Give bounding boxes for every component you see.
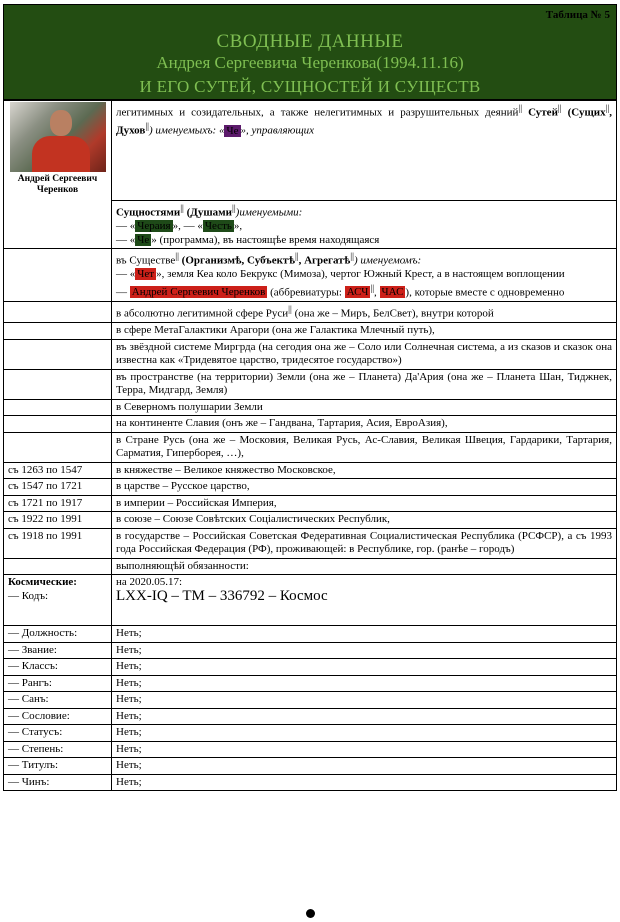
cosmic-item-label: — Санъ: (4, 692, 112, 709)
period-1263: съ 1263 по 1547 (4, 462, 112, 479)
row-union: в союзе – Союзе Совѣтских Соціалистических Республик, (112, 512, 617, 529)
portrait-photo (10, 102, 106, 172)
cosmic-item-row (4, 741, 617, 758)
chip-che: Че (226, 124, 239, 137)
row-star-system: въ звёздной системе Миргрда (на сегодия она же – Соло или Солнечная система, а из сказов и сказок она известна как «Тридевятое царство, тридесятое государство») (112, 339, 617, 369)
row-essences: Сущностями|| (Душами||)именуемыми: — « Чераия », — « Честь », — « Че » (программа), въ настоящѣе время находящаяся (112, 201, 617, 249)
cosmic-item-value: Неть; (112, 642, 617, 659)
cosmic-item-row (4, 725, 617, 742)
period-1547: съ 1547 по 1721 (4, 479, 112, 496)
row-hemisphere: в Северномъ полушарии Земли (112, 399, 617, 416)
cosmic-item-value: Неть; (112, 774, 617, 791)
cosmic-item-label: — Рангъ: (4, 675, 112, 692)
cosmic-item-value: Неть; (112, 692, 617, 709)
cosmic-item-value: Неть; (112, 741, 617, 758)
cosmic-item-label: — Статусъ: (4, 725, 112, 742)
period-1922: съ 1922 по 1991 (4, 512, 112, 529)
cosmic-item-label: — Степень: (4, 741, 112, 758)
cosmic-item-value: Неть; (112, 659, 617, 676)
cosmic-item-row (4, 626, 617, 643)
cosmic-item-value: Неть; (112, 725, 617, 742)
cosmic-item-value: Неть; (112, 708, 617, 725)
cosmic-item-label: — Титулъ: (4, 758, 112, 775)
cosmic-code-value: LXX-IQ – TM – 336792 – Космос (116, 587, 328, 604)
row-rus-sphere: в абсолютно легитимной сфере Руси|| (она же – Миръ, БелСвет), внутри которой (112, 301, 617, 322)
cosmic-item-label: — Должность: (4, 626, 112, 643)
cosmic-item-label: — Классъ: (4, 659, 112, 676)
row-being: въ Существе|| (Организмѣ, Субъектѣ||, Агрегатѣ||) именуемомъ: — « Чет », земля Кеа коло Бекрукс (Мимоза), чертог Южный Крест, а в настоящем воплощении — Андрей Сергеевич Черенков (аббревиатуры: АСЧ ||, ЧАС ), которые вместе с одновременно (112, 249, 617, 302)
cosmic-item-row (4, 642, 617, 659)
row-state: в государстве – Российская Советская Федеративная Социалистическая Республика (РСФСР), а съ 1993 года Российская Федерация (РФ), проживающей: в Республике, гор. (ранѣе – городъ) (112, 528, 617, 558)
row-continent: на континенте Славия (онъ же – Гандвана, Тартария, Асия, ЕвроАзия), (112, 416, 617, 433)
row-deeds: легитимных и созидательных, а также нелегитимных и разрушительных деяний|| Сутей|| (Сущих||, Духов||) именуемыхъ: « Че », управляющих (112, 101, 617, 201)
cosmic-item-row (4, 692, 617, 709)
title-line-3: И ЕГО СУТЕЙ, СУЩНОСТЕЙ И СУЩЕСТВ (139, 77, 481, 96)
cosmic-item-label: — Чинъ: (4, 774, 112, 791)
chip-full-name: Андрей Сергеевич Черенков (131, 286, 266, 299)
row-duties: выполняющѣй обязанности: (112, 558, 617, 575)
page-bullet-icon (306, 909, 315, 918)
row-country: в Стране Русь (она же – Московия, Великая Русь, Ас-Славия, Великая Швеция, Гардарики, Тартария, Сарматия, Гиперборея, …), (112, 432, 617, 462)
table-number: Таблица № 5 (545, 9, 610, 21)
cosmic-item-row (4, 659, 617, 676)
period-1918: съ 1918 по 1991 (4, 528, 112, 558)
cosmic-item-label: — Сословие: (4, 708, 112, 725)
chip-chas: ЧАС (381, 286, 404, 299)
row-empire: в империи – Российская Империя, (112, 495, 617, 512)
summary-table (3, 100, 617, 791)
chip-chest: Честь (204, 220, 232, 233)
cosmic-item-value: Неть; (112, 626, 617, 643)
title-line-2: Андрея Сергеевича Черенкова(1994.11.16) (156, 53, 464, 72)
title-line-1: СВОДНЫЕ ДАННЫЕ (216, 31, 404, 52)
cosmic-item-row (4, 774, 617, 791)
portrait-cell (4, 101, 112, 249)
period-1721: съ 1721 по 1917 (4, 495, 112, 512)
cosmic-code-cell: на 2020.05.17: LXX-IQ – TM – 336792 – Космос (112, 575, 617, 626)
cosmic-item-row (4, 708, 617, 725)
row-tsardom: в царстве – Русское царство, (112, 479, 617, 496)
portrait-caption: Андрей Сергеевич Черенков (17, 174, 98, 195)
table-header (3, 4, 617, 100)
cosmic-label: Космические: — Кодъ: (4, 575, 112, 626)
row-metagalaxy: в сфере МетаГалактики Арагори (она же Галактика Млечный путь), (112, 323, 617, 340)
cosmic-item-row (4, 758, 617, 775)
chip-asch: АСЧ (346, 286, 369, 299)
chip-cheraia: Чераия (137, 220, 171, 233)
cosmic-item-value: Неть; (112, 758, 617, 775)
cosmic-item-row (4, 675, 617, 692)
chip-chet: Чет (137, 268, 155, 281)
cosmic-item-label: — Звание: (4, 642, 112, 659)
cosmic-item-value: Неть; (112, 675, 617, 692)
row-planet: въ пространстве (на территории) Земли (она же – Планета) Да'Ария (она же – Планета Шан, Тиджнек, Терра, Мидгард, Земля) (112, 369, 617, 399)
row-principality: в княжестве – Великое княжество Московское, (112, 462, 617, 479)
chip-che-program: Че (137, 233, 150, 246)
